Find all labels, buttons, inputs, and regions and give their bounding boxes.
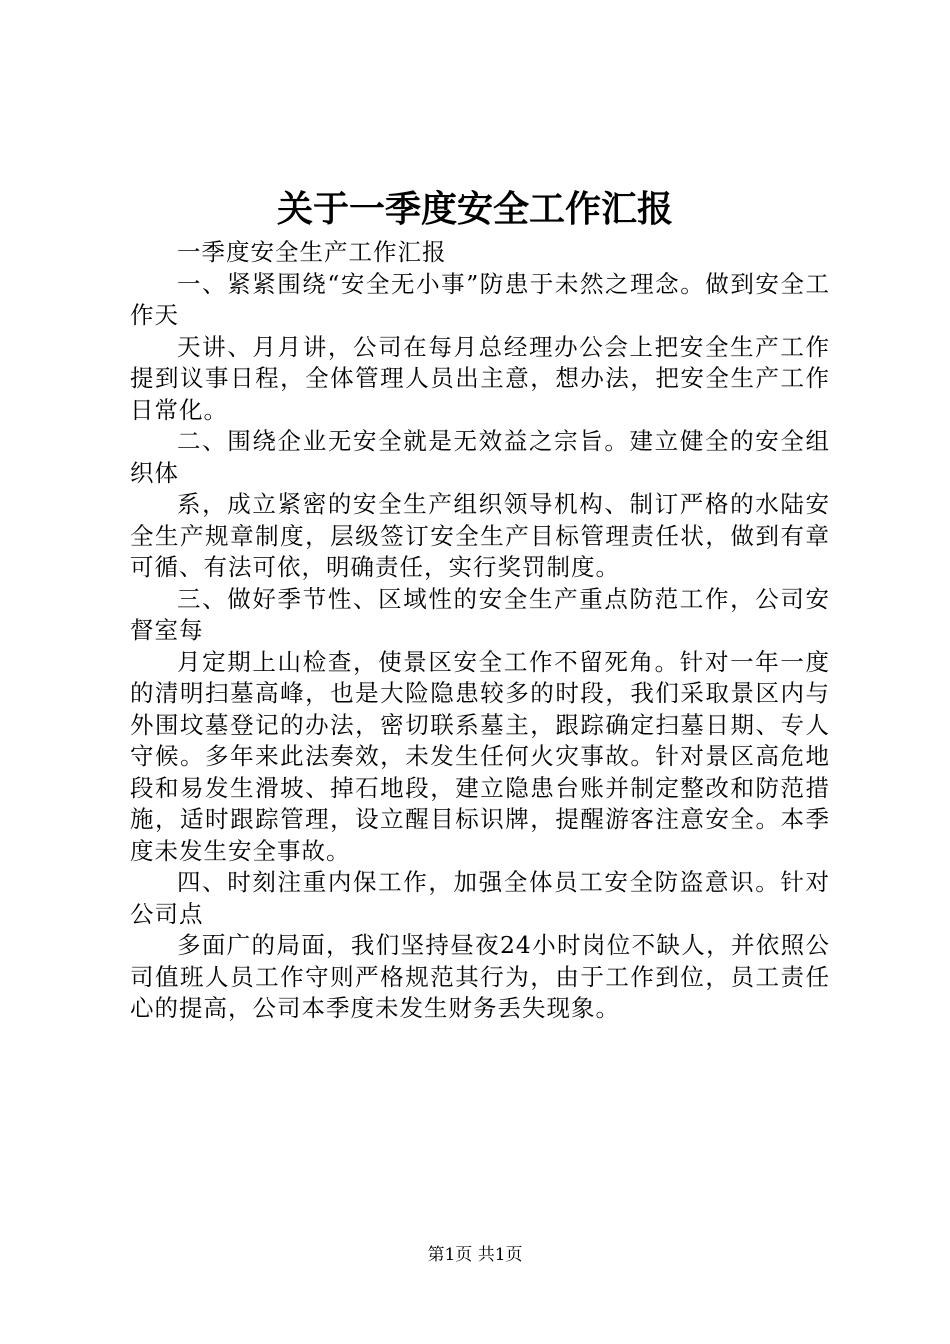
document-title: 关于一季度安全工作汇报 [276,188,673,230]
paragraph-heading: 一季度安全生产工作汇报 [177,238,447,266]
paragraph-5: 三、做好季节性、区域性的安全生产重点防范工作，公司安督室每 [130,584,830,644]
paragraph-1: 一、紧紧围绕“安全无小事”防患于未然之理念。做到安全工作天 [130,269,830,329]
paragraph-8: 多面广的局面，我们坚持昼夜24小时岗位不缺人，并依照公司值班人员工作守则严格规范其行为，由于工作到位，员工责任心的提高，公司本季度未发生财务丢失现象。 [130,931,830,1022]
page-footer: 第1页 共1页 [427,1245,523,1265]
paragraph-4: 系，成立紧密的安全生产组织领导机构、制订严格的水陆安全生产规章制度，层级签订安全生产目标管理责任状，做到有章可循、有法可依，明确责任，实行奖罚制度。 [130,490,830,581]
paragraph-6: 月定期上山检查，使景区安全工作不留死角。针对一年一度的清明扫墓高峰，也是大险隐患较多的时段，我们采取景区内与外围坟墓登记的办法，密切联系墓主，跟踪确定扫墓日期、专人守候。多年来此法奏效，未发生任何火灾事故。针对景区高危地段和易发生滑坡、掉石地段，建立隐患台账并制定整改和防范措施，适时跟踪管理，设立醒目标识牌，提醒游客注意安全。本季度未发生安全事故。 [130,647,830,865]
document-body [130,237,830,1025]
paragraph-3: 二、围绕企业无安全就是无效益之宗旨。建立健全的安全组织体 [130,427,830,487]
paragraph-7: 四、时刻注重内保工作，加强全体员工安全防盗意识。针对公司点 [130,868,830,928]
paragraph-2: 天讲、月月讲，公司在每月总经理办公会上把安全生产工作提到议事日程，全体管理人员出主意，想办法，把安全生产工作日常化。 [130,332,830,424]
